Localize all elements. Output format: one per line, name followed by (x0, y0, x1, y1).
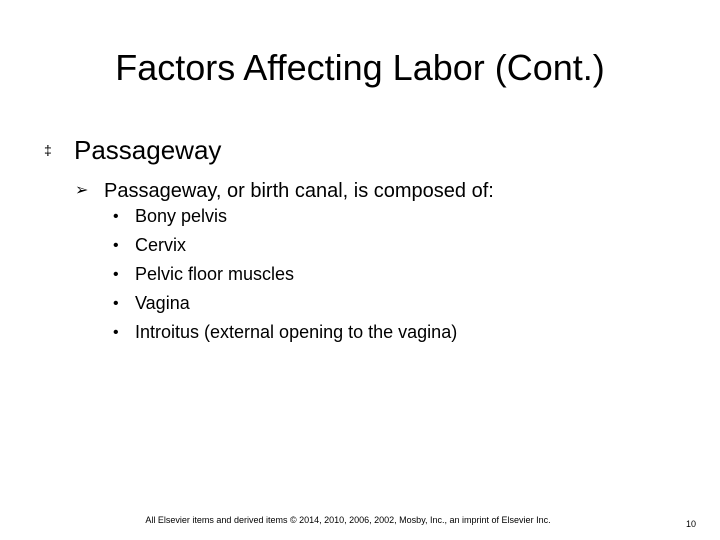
list-item (113, 289, 457, 318)
list-item (113, 318, 457, 347)
dot-bullet-icon: • (113, 295, 119, 312)
list-item (113, 202, 457, 231)
slide-title: Factors Affecting Labor (Cont.) (115, 47, 605, 88)
dot-bullet-icon: • (113, 266, 119, 283)
dot-bullet-icon: • (113, 324, 119, 341)
level1-text: Passageway (74, 135, 222, 165)
list-item (113, 231, 457, 260)
page-number: 10 (686, 519, 697, 529)
level3-list (113, 202, 457, 347)
scroll-bullet-icon: ‡ (44, 142, 52, 158)
list-item-text: Vagina (135, 293, 190, 313)
arrowhead-bullet-icon: ➢ (75, 182, 89, 199)
list-item-text: Bony pelvis (135, 206, 228, 226)
level2-text: Passageway, or birth canal, is composed of: (104, 180, 494, 202)
dot-bullet-icon: • (113, 208, 119, 225)
copyright-footer: All Elsevier items and derived items © 2014, 2010, 2006, 2002, Mosby, Inc., an imprint of Elsevier Inc. (145, 515, 551, 525)
dot-bullet-icon: • (113, 237, 119, 254)
list-item-text: Introitus (external opening to the vagina) (135, 322, 458, 342)
level1-bullet-item (44, 132, 221, 168)
list-item-text: Cervix (135, 235, 187, 255)
list-item (113, 260, 457, 289)
list-item-text: Pelvic floor muscles (135, 264, 295, 284)
